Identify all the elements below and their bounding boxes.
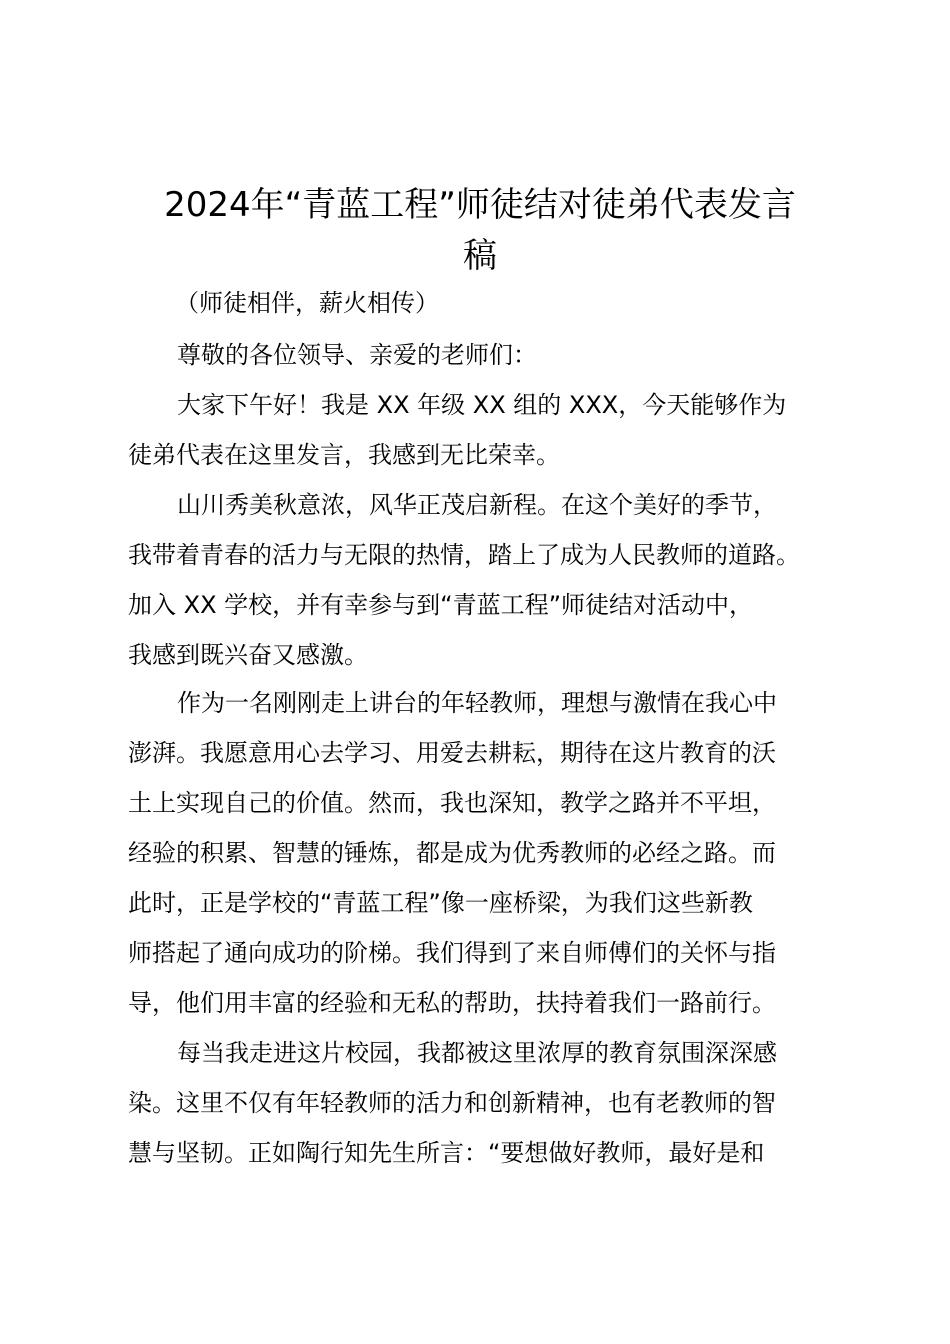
text-line: 慧与坚韧。正如陶行知先生所言：“要想做好教师，最好是和 [128,1139,765,1167]
text-line: 作为一名刚刚走上讲台的年轻教师，理想与激情在我心中 [177,689,777,717]
text-line: 此时，正是学校的“青蓝工程”像一座桥梁，为我们这些新教 [128,889,753,917]
text-line: 土上实现自己的价值。然而，我也深知，教学之路并不平坦， [128,789,776,817]
document-title-line-1: 2024年“青蓝工程”师徒结对徒弟代表发言 [164,185,796,225]
text-line: 经验的积累、智慧的锤炼，都是成为优秀教师的必经之路。而 [128,839,776,867]
text-line: 徒弟代表在这里发言，我感到无比荣幸。 [128,441,560,469]
document-title-line-2: 稿 [463,236,497,276]
text-line: 导，他们用丰富的经验和无私的帮助，扶持着我们一路前行。 [128,989,776,1017]
text-line: 加入 XX 学校，并有幸参与到“青蓝工程”师徒结对活动中， [128,591,754,619]
text-line: 山川秀美秋意浓，风华正茂启新程。在这个美好的季节， [177,491,777,519]
text-line: 每当我走进这片校园，我都被这里浓厚的教育氛围深深感 [177,1039,777,1067]
text-line: 澎湃。我愿意用心去学习、用爱去耕耘，期待在这片教育的沃 [128,739,776,767]
text-line: 师搭起了通向成功的阶梯。我们得到了来自师傅们的关怀与指 [128,939,776,967]
text-line: 我感到既兴奋又感激。 [128,641,368,669]
text-line: 我带着青春的活力与无限的热情，踏上了成为人民教师的道路。 [128,541,800,569]
salutation: 尊敬的各位领导、亲爱的老师们： [177,341,537,369]
text-line: 染。这里不仅有年轻教师的活力和创新精神，也有老教师的智 [128,1089,776,1117]
subtitle: （师徒相伴，薪火相传） [175,289,439,317]
text-line: 大家下午好！我是 XX 年级 XX 组的 XXX，今天能够作为 [177,391,787,419]
